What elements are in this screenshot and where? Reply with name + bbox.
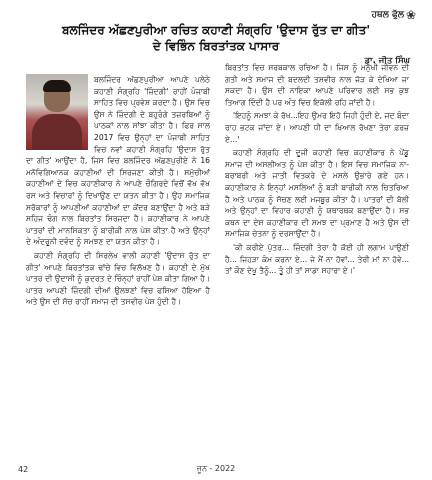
paragraph: ਕਹਾਣੀ ਸੰਗ੍ਰਹਿ ਦੀ ਦੂਜੀ ਕਹਾਣੀ ਵਿਚ ਕਹਾਣੀਕਾਰ ਨੇ ਪੇਂਡੂ ਸਮਾਜ ਦੀ ਅਸਲੀਅਤ ਨੂੰ ਪੇਸ਼ ਕੀਤਾ ਹੈ। ਇਸ ਵਿਚ ਸਮਾਜਿਕ ਨਾ-ਬਰਾਬਰੀ ਅਤੇ ਜਾਤੀ ਵਿਤਕਰੇ ਦੇ ਮਸਲੇ ਉਭਾਰੇ ਗਏ ਹਨ। ਕਹਾਣੀਕਾਰ ਨੇ ਇਨ੍ਹਾਂ ਮਸਲਿਆਂ ਨੂੰ ਬੜੀ ਬਾਰੀਕੀ ਨਾਲ ਚਿਤਰਿਆ ਹੈ ਅਤੇ ਪਾਠਕ ਨੂੰ ਸੋਚਣ ਲਈ ਮਜਬੂਰ ਕੀਤਾ ਹੈ। ਪਾਤਰਾਂ ਦੀ ਬੋਲੀ ਅਤੇ ਉਨ੍ਹਾਂ ਦਾ ਵਿਹਾਰ ਕਹਾਣੀ ਨੂੰ ਯਥਾਰਥਕ ਬਣਾਉਂਦਾ ਹੈ। ਸਭ ਕਥਨ ਦਾ ਦੇਸ਼ ਕਹਾਣੀਕਾਰ ਦੀ ਸਮਝ ਦਾ ਪ੍ਰਮਾਣ ਹੈ ਅਤੇ ਉਸ ਦੀ ਸਮਾਜਿਕ ਚੇਤਨਾ ਨੂੰ ਦਰਸਾਉਂਦਾ ਹੈ। — [225, 148, 409, 239]
flower-icon: ❀ — [405, 8, 416, 22]
issue-label: ਜੂਨ - 2022 — [196, 464, 236, 473]
page-footer — [0, 462, 432, 474]
section-header — [372, 8, 416, 22]
title-line-2: ਦੇ ਵਿਭਿੰਨ ਬਿਰਤਾਂਤਕ ਪਾਸਾਰ — [152, 39, 280, 53]
page-number: 42 — [18, 465, 29, 474]
left-column — [26, 74, 210, 310]
article-title — [18, 22, 414, 54]
author-name: ਡਾ. ਜੀਤ ਸਿੰਘ — [364, 56, 410, 66]
quote-paragraph: 'ਇਹਨੂੰ ਸਮਝਾ ਕੇ ਰੱਖ...ਇਹ ਉਮਰ ਇਹੋ ਜਿਹੀ ਹੁੰਦੀ ਏ, ਜਦ ਬੰਦਾ ਰਾਹ ਭਟਕ ਜਾਂਦਾ ਏ। ਆਪਣੀ ਧੀ ਦਾ ਖ਼ਿਆਲ ਰੱਖਣਾ ਤੇਰਾ ਫ਼ਰਜ਼ ਏ...' — [225, 111, 409, 144]
paragraph: ਬਲਜਿੰਦਰ ਅੱਛਣਪੁਰੀਆ ਆਪਣੇ ਪਲੇਠੇ ਕਹਾਣੀ ਸੰਗ੍ਰਹਿ 'ਜ਼ਿੰਦਗੀ' ਰਾਹੀਂ ਪੰਜਾਬੀ ਸਾਹਿਤ ਵਿਚ ਪ੍ਰਵੇਸ਼ ਕਰਦਾ ਹੈ। ਉਸ ਵਿਚ ਉਸ ਨੇ ਜ਼ਿੰਦਗੀ ਦੇ ਬਹੁਰੰਗੇ ਤਜ਼ਰਬਿਆਂ ਨੂੰ ਪਾਠਕਾਂ ਨਾਲ ਸਾਂਝਾ ਕੀਤਾ ਹੈ। ਫਿਰ ਸਾਲ 2017 ਵਿਚ ਉਨ੍ਹਾਂ ਦਾ ਪੰਜਾਬੀ ਸਾਹਿਤ ਵਿਚ ਨਵਾਂ ਕਹਾਣੀ ਸੰਗ੍ਰਹਿ 'ਉਦਾਸ ਰੁੱਤ ਦਾ ਗੀਤ' ਆਉਂਦਾ ਹੈ, ਜਿਸ ਵਿਚ ਬਲਜਿੰਦਰ ਅੱਛਣਪੁਰੀਏ ਨੇ 16 ਮਨੋਵਿਗਿਆਨਕ ਕਹਾਣੀਆਂ ਦੀ ਸਿਰਜਣਾ ਕੀਤੀ ਹੈ। ਸਮੁੱਚੀਆਂ ਕਹਾਣੀਆਂ ਦੇ ਵਿਚ ਕਹਾਣੀਕਾਰ ਨੇ ਆਪਣੇ ਚੌਗਿਰਦੇ ਵਿਚੋਂ ਵੱਖ ਵੱਖ ਰਸ ਅਤੇ ਵਿਚਾਰਾਂ ਨੂੰ ਦਿਖਾਉਣ ਦਾ ਯਤਨ ਕੀਤਾ ਹੈ। ਉਹ ਸਮਾਜਿਕ ਸਰੋਕਾਰਾਂ ਨੂੰ ਆਪਣੀਆਂ ਕਹਾਣੀਆਂ ਦਾ ਕੇਂਦਰ ਬਣਾਉਂਦਾ ਹੈ ਅਤੇ ਬੜੇ ਸਹਿਜ ਢੰਗ ਨਾਲ ਬਿਰਤਾਂਤ ਸਿਰਜਦਾ ਹੈ। ਕਹਾਣੀਕਾਰ ਨੇ ਆਪਣੇ ਪਾਤਰਾਂ ਦੀ ਮਾਨਸਿਕਤਾ ਨੂੰ ਬਾਰੀਕੀ ਨਾਲ ਪੇਸ਼ ਕੀਤਾ ਹੈ ਅਤੇ ਉਨ੍ਹਾਂ ਦੇ ਅੰਦਰੂਨੀ ਦਵੰਦ ਨੂੰ ਸਮਝਣ ਦਾ ਯਤਨ ਕੀਤਾ ਹੈ। — [26, 75, 210, 247]
author-photo — [26, 74, 88, 150]
section-label: ਹਥਲ ਫੁੱਲ — [371, 10, 404, 20]
title-line-1: ਬਲਜਿੰਦਰ ਅੱਛਣਪੁਰੀਆ ਰਚਿਤ ਕਹਾਣੀ ਸੰਗ੍ਰਹਿ 'ਉਦਾਸ ਰੁੱਤ ਦਾ ਗੀਤ' — [62, 23, 370, 37]
paragraph: ਬਿਰਤਾਂਤ ਵਿਚ ਸਰਬਕਾਲ ਰਚਿਆ ਹੈ। ਜਿਸ ਨੂੰ ਮਨੁੱਖੀ ਜੀਵਨ ਦੀ ਗਤੀ ਅਤੇ ਸਮਾਜ ਦੀ ਬਦਲਦੀ ਤਸਵੀਰ ਨਾਲ ਜੋੜ ਕੇ ਦੇਖਿਆ ਜਾ ਸਕਦਾ ਹੈ। ਉਸ ਦੀ ਨਾਇਕਾ ਆਪਣੇ ਪਰਿਵਾਰ ਲਈ ਸਭ ਕੁਝ ਤਿਆਗ ਦਿੰਦੀ ਹੈ ਪਰ ਅੰਤ ਵਿਚ ਇਕੱਲੀ ਰਹਿ ਜਾਂਦੀ ਹੈ। — [225, 63, 409, 107]
paragraph: ਕਹਾਣੀ ਸੰਗ੍ਰਹਿ ਦੀ ਸਿਰਲੇਖ ਵਾਲੀ ਕਹਾਣੀ 'ਉਦਾਸ ਰੁੱਤ ਦਾ ਗੀਤ' ਆਪਣੇ ਬਿਰਤਾਂਤਕ ਢਾਂਚੇ ਵਿਚ ਵਿਲੱਖਣ ਹੈ। ਕਹਾਣੀ ਦੇ ਮੁੱਖ ਪਾਤਰ ਦੀ ਉਦਾਸੀ ਨੂੰ ਕੁਦਰਤ ਦੇ ਚਿੰਨ੍ਹਾਂ ਰਾਹੀਂ ਪੇਸ਼ ਕੀਤਾ ਗਿਆ ਹੈ। ਪਾਤਰ ਆਪਣੀ ਜ਼ਿੰਦਗੀ ਦੀਆਂ ਉਲਝਣਾਂ ਵਿਚ ਫਸਿਆ ਹੋਇਆ ਹੈ ਅਤੇ ਉਸ ਦੀ ਸੋਚ ਰਾਹੀਂ ਸਮਾਜ ਦੀ ਤਸਵੀਰ ਪੇਸ਼ ਹੁੰਦੀ ਹੈ। — [26, 250, 210, 307]
quote-paragraph: 'ਕੀ ਕਰੀਏ ਪੁੱਤਰ... ਜ਼ਿੰਦਗੀ ਤੇਰਾ ਹੈ ਕੋਈ ਹੀ ਲਗਾਮ ਪਾਉਣੀ ਹੈ... ਜਿਹੜਾ ਕੰਮ ਕਰਨਾ ਏ... ਜੇ ਮੈਂ ਨਾ ਹੋਵਾਂ... ਤੇਰੀ ਮਾਂ ਨਾ ਹੋਵੇ... ਤਾਂ ਕੌਣ ਦੇਖੂ ਤੈਨੂੰ... ਤੂੰ ਹੀ ਤਾਂ ਸਾਡਾ ਸਹਾਰਾ ਏ।' — [225, 242, 409, 276]
right-column — [225, 62, 409, 279]
